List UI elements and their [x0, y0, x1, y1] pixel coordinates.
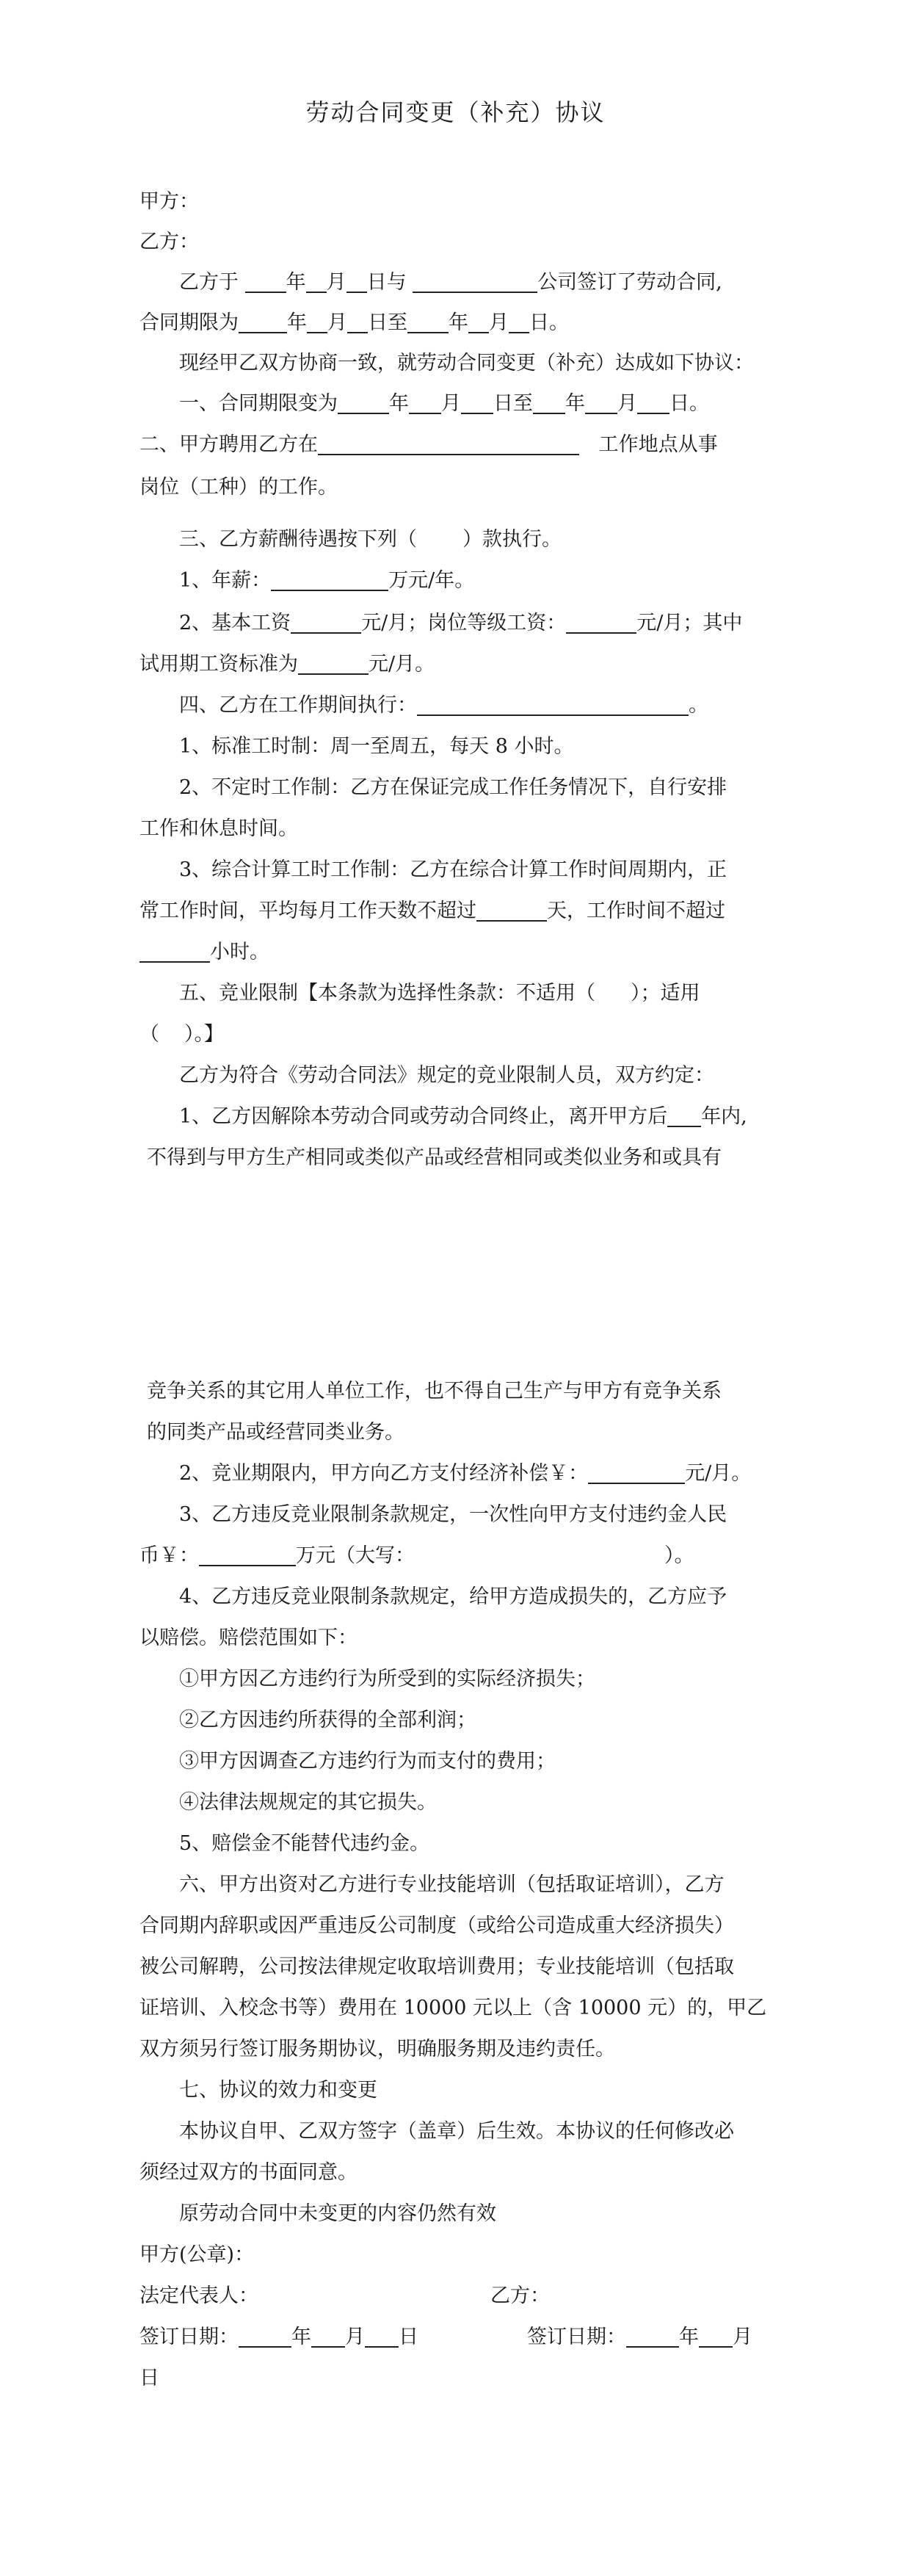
section-5-item-1-cont-2: 竞争关系的其它用人单位工作，也不得自己生产与甲方有竞争关系 — [147, 1380, 722, 1403]
section-5-item-3-cont: 币￥： 万元（大写： ）。 — [139, 1544, 694, 1567]
section-4-item-1: 1、标准工时制：周一至周五，每天 8 小时。 — [179, 735, 574, 758]
section-3-item-1: 1、年薪： 万元/年。 — [179, 569, 475, 592]
intro-line-3: 现经甲乙双方协商一致，就劳动合同变更（补充）达成如下协议： — [179, 352, 754, 375]
blank-field — [409, 392, 441, 414]
section-5-item-5: 5、赔偿金不能替代违约金。 — [179, 1832, 430, 1855]
blank-field — [413, 271, 537, 293]
blank-field — [509, 311, 529, 333]
intro-line-2: 合同期限为 年 月 日至 年 月 日。 — [139, 311, 569, 334]
section-7-line-2: 须经过双方的书面同意。 — [139, 2161, 357, 2184]
blank-field — [347, 311, 368, 333]
blank-field — [298, 653, 369, 675]
intro-line-1: 乙方于 年 月 日与 公司签订了劳动合同, — [179, 271, 722, 294]
section-5-item-3: 3、乙方违反竞业限制条款规定，一次性向甲方支付违约金人民 — [179, 1503, 727, 1526]
section-6-line-4: 证培训、入校念书等）费用在 10000 元以上（含 10000 元）的，甲乙 — [139, 1997, 767, 2019]
section-5-item-1-cont: 不得到与甲方生产相同或类似产品或经营相同或类似业务和或具有 — [147, 1146, 722, 1169]
party-a-seal-label: 甲方(公章)： — [139, 2243, 255, 2266]
party-a-label: 甲方： — [139, 190, 199, 213]
section-5-clause-2: ②乙方因违约所获得的全部利润； — [179, 1709, 476, 1732]
section-5-intro: 乙方为符合《劳动合同法》规定的竞业限制人员，双方约定： — [179, 1064, 714, 1087]
party-b-sign-date-day: 日 — [139, 2367, 159, 2389]
section-3-item-2: 2、基本工资 元/月；岗位等级工资： 元/月；其中 — [179, 612, 743, 634]
blank-field — [476, 900, 547, 922]
document-title: 劳动合同变更（补充）协议 — [305, 98, 606, 126]
section-6-line-1: 六、甲方出资对乙方进行专业技能培训（包括取证培训），乙方 — [179, 1873, 725, 1896]
section-5-item-1: 1、乙方因解除本劳动合同或劳动合同终止，离开甲方后 年内, — [179, 1105, 747, 1128]
party-b-sign-date: 签订日期： 年 月 — [527, 2326, 752, 2348]
blank-field — [291, 612, 361, 634]
section-3-heading: 三、乙方薪酬待遇按下列（ ）款执行。 — [179, 528, 562, 551]
section-2-line-1: 二、甲方聘用乙方在 工作地点从事 — [139, 433, 718, 456]
section-5-heading-cont: （ ）。】 — [139, 1023, 224, 1046]
blank-field — [533, 392, 565, 414]
party-a-sign-date: 签订日期： 年 月 日 — [139, 2326, 418, 2348]
blank-field — [271, 569, 388, 591]
blank-field — [318, 433, 579, 455]
legal-rep-label: 法定代表人： — [139, 2284, 258, 2307]
blank-field — [139, 941, 210, 963]
section-2-line-2: 岗位（工种）的工作。 — [139, 476, 338, 499]
blank-field — [566, 612, 636, 634]
section-5-item-4: 4、乙方违反竞业限制条款规定，给甲方造成损失的，乙方应予 — [179, 1585, 727, 1608]
section-5-clause-1: ①甲方因乙方违约行为所受到的实际经济损失； — [179, 1668, 595, 1690]
section-7-line-1: 本协议自甲、乙双方签字（盖章）后生效。本协议的任何修改必 — [179, 2120, 734, 2143]
section-4-item-2: 2、不定时工作制：乙方在保证完成工作任务情况下，自行安排 — [179, 776, 727, 799]
section-5-item-1-cont-3: 的同类产品或经营同类业务。 — [147, 1421, 404, 1444]
section-4-item-2-cont: 工作和休息时间。 — [139, 817, 298, 840]
section-5-item-2: 2、竞业期限内，甲方向乙方支付经济补偿￥： 元/月。 — [179, 1462, 752, 1485]
blank-field — [407, 311, 449, 333]
blank-field — [245, 271, 286, 293]
blank-field — [667, 1105, 701, 1127]
blank-field — [588, 1462, 685, 1484]
blank-field — [461, 392, 493, 414]
section-7-line-3: 原劳动合同中未变更的内容仍然有效 — [179, 2202, 496, 2225]
blank-field — [239, 2326, 291, 2348]
blank-field — [306, 271, 327, 293]
section-4-item-3: 3、综合计算工时工作制：乙方在综合计算工作时间周期内，正 — [179, 858, 727, 881]
blank-field — [365, 2326, 399, 2348]
blank-field — [468, 311, 489, 333]
section-5-item-4-cont: 以赔偿。赔偿范围如下： — [139, 1627, 357, 1649]
section-4-item-3-cont-2: 小时。 — [139, 938, 785, 967]
blank-field — [346, 271, 367, 293]
blank-field — [239, 311, 287, 333]
section-4-item-3-cont: 常工作时间，平均每月工作天数不超过 天，工作时间不超过 — [139, 900, 725, 922]
blank-field — [626, 2326, 679, 2348]
blank-field — [307, 311, 327, 333]
section-5-clause-3: ③甲方因调查乙方违约行为而支付的费用； — [179, 1750, 556, 1773]
blank-field — [417, 694, 689, 716]
blank-field — [338, 392, 389, 414]
blank-field — [699, 2326, 733, 2348]
section-5-clause-4: ④法律法规规定的其它损失。 — [179, 1791, 437, 1814]
section-6-line-2: 合同期内辞职或因严重违反公司制度（或给公司造成重大经济损失） — [139, 1914, 734, 1937]
blank-field — [199, 1544, 296, 1566]
section-5-heading: 五、竞业限制【本条款为选择性条款：不适用（ ）；适用 — [179, 982, 700, 1005]
blank-field — [311, 2326, 345, 2348]
section-7-heading: 七、协议的效力和变更 — [179, 2079, 377, 2102]
section-6-line-5: 双方须另行签订服务期协议，明确服务期及违约责任。 — [139, 2038, 615, 2061]
section-1: 一、合同期限变为 年 月 日至 年 月 日。 — [179, 392, 709, 415]
section-4-heading: 四、乙方在工作期间执行： 。 — [179, 694, 708, 717]
blank-field — [637, 392, 669, 414]
section-6-line-3: 被公司解聘，公司按法律规定收取培训费用；专业技能培训（包括取 — [139, 1955, 734, 1978]
party-b-sign-label: 乙方： — [490, 2284, 550, 2307]
section-3-item-2-cont: 试用期工资标准为 元/月。 — [139, 653, 435, 676]
party-b-label: 乙方： — [139, 231, 199, 253]
blank-field — [585, 392, 617, 414]
